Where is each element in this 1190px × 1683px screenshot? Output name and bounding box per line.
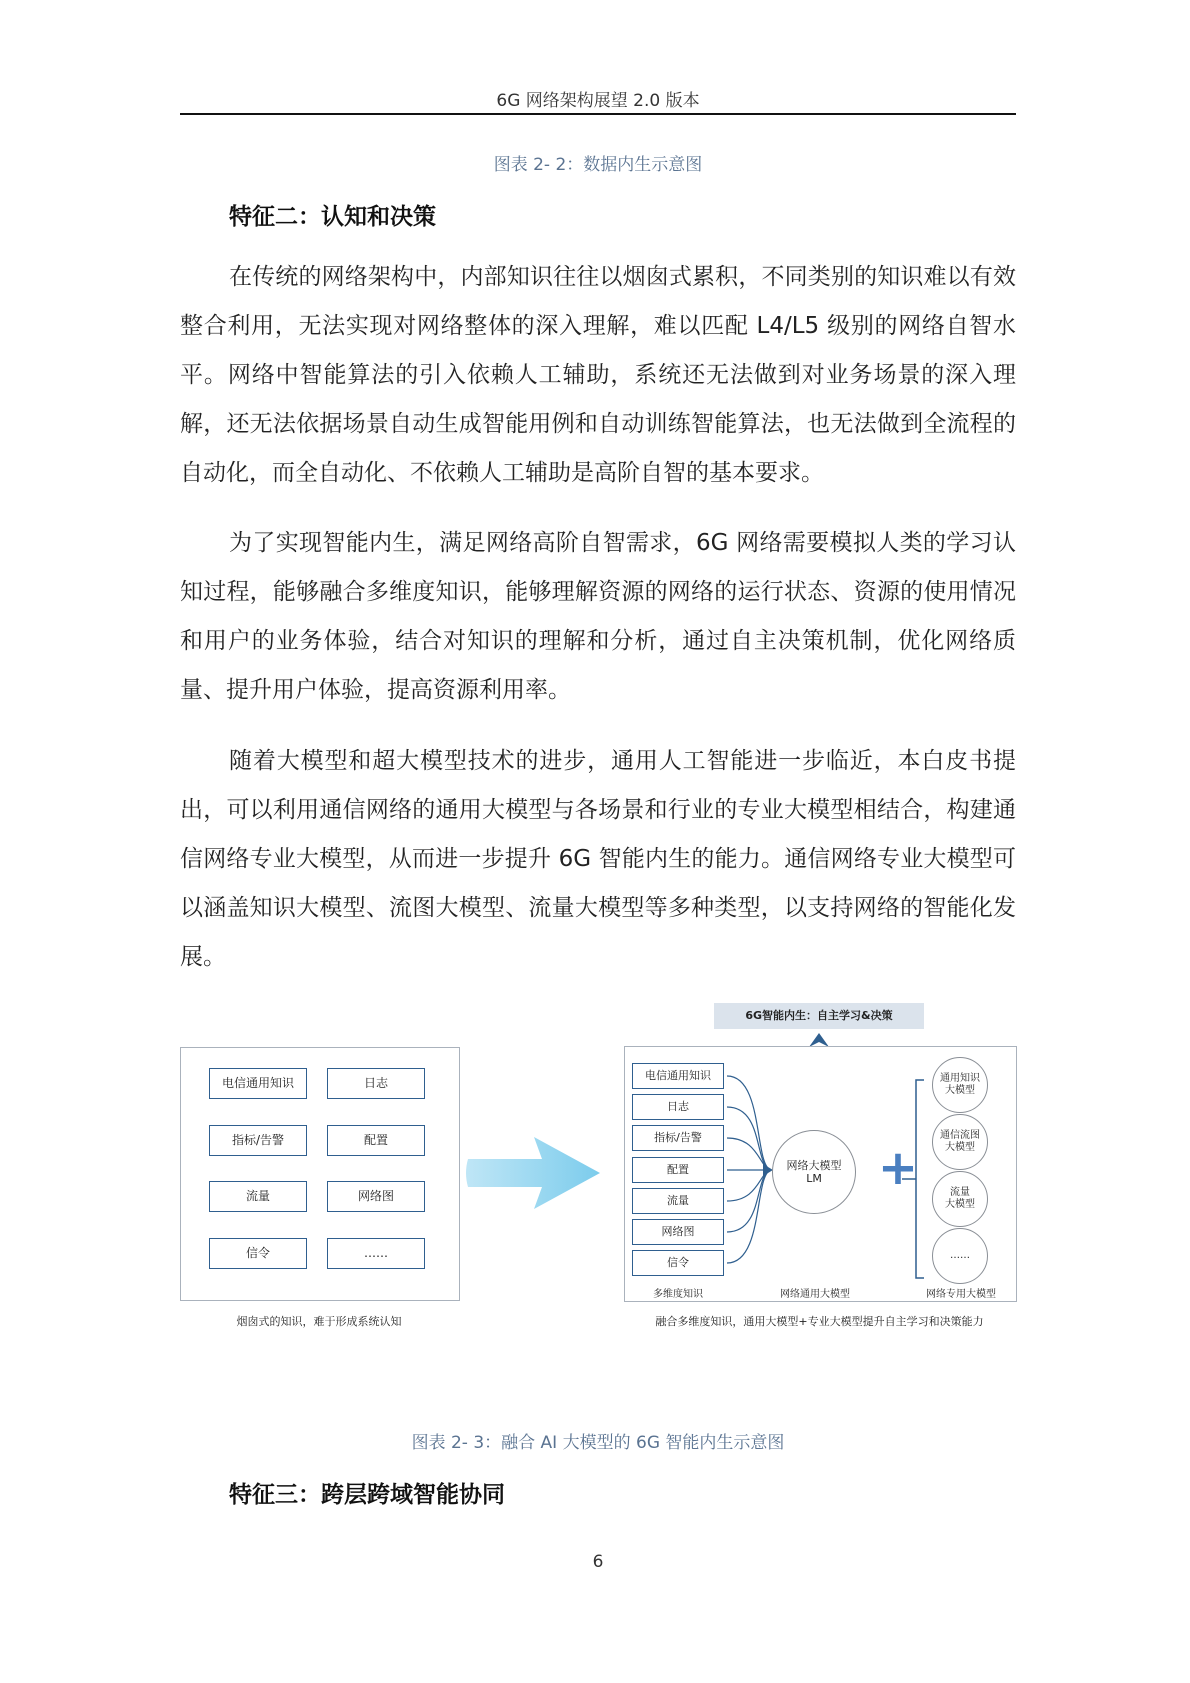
section-heading-feature-three: 特征三：跨层跨域智能协同 [229, 1482, 505, 1508]
center-model-name: 网络大模型 [786, 1159, 842, 1172]
left-box-metrics-alarms: 指标/告警 [209, 1125, 307, 1156]
circle-2-line-2: 大模型 [945, 1142, 975, 1153]
right-box-log: 日志 [632, 1094, 724, 1120]
flow-graph-model-circle [932, 1114, 988, 1170]
network-general-model-circle [772, 1130, 856, 1214]
paragraph-intelligence-native: 为了实现智能内生，满足网络高阶自智需求，6G 网络需要模拟人类的学习认知过程，能够融合多维度知识，能够理解资源的网络的运行状态、资源的使用情况和用户的业务体验，结合对知识的理解和分析，通过自主决策机制，优化网络质量、提升用户体验，提高资源利用率。 [180, 530, 1016, 703]
page-header: 6G 网络架构展望 2.0 版本 [496, 91, 700, 111]
transform-arrow-icon [464, 1135, 604, 1211]
circle-3-line-1: 流量 [950, 1187, 970, 1198]
left-panel-caption: 烟囱式的知识，难于形成系统认知 [236, 1315, 402, 1328]
right-box-signaling: 信令 [632, 1250, 724, 1276]
figure-caption-2-2: 图表 2- 2：数据内生示意图 [493, 155, 703, 175]
right-box-metrics-alarms: 指标/告警 [632, 1125, 724, 1151]
page-number: 6 [592, 1552, 604, 1572]
circle-1-line-2: 大模型 [945, 1085, 975, 1096]
figure-caption-2-3: 图表 2- 3：融合 AI 大模型的 6G 智能内生示意图 [411, 1433, 785, 1453]
left-box-telecom-knowledge: 电信通用知识 [209, 1068, 307, 1099]
label-specialized-model: 网络专用大模型 [926, 1289, 996, 1300]
left-box-more: …… [327, 1238, 425, 1269]
traffic-model-circle [932, 1171, 988, 1227]
left-box-signaling: 信令 [209, 1238, 307, 1269]
right-panel-caption: 融合多维度知识，通用大模型+专业大模型提升自主学习和决策能力 [655, 1315, 984, 1328]
label-general-model: 网络通用大模型 [780, 1289, 850, 1300]
intelligence-native-title: 6G智能内生：自主学习&决策 [714, 1003, 924, 1029]
left-box-config: 配置 [327, 1125, 425, 1156]
circle-2-line-1: 通信流图 [940, 1130, 980, 1141]
more-models-circle [932, 1228, 988, 1284]
paragraph-traditional-architecture: 在传统的网络架构中，内部知识往往以烟囱式累积，不同类别的知识难以有效整合利用，无法实现对网络整体的深入理解，难以匹配 L4/L5 级别的网络自智水平。网络中智能算法的引入依赖人工辅助，系统还无法做到对业务场景的深入理解，还无法依据场景自动生成智能用例和自动训练智能算法，也无法做到全流程的自动化，而全自动化、不依赖人工辅助是高阶自智的基本要求。 [180, 264, 1016, 486]
circle-1-line-1: 通用知识 [940, 1073, 980, 1084]
center-model-abbr: LM [806, 1172, 822, 1185]
left-box-network-graph: 网络图 [327, 1181, 425, 1212]
left-box-log: 日志 [327, 1068, 425, 1099]
figure-ai-large-model [180, 995, 1016, 1330]
header-divider [180, 113, 1016, 115]
section-heading-feature-two: 特征二：认知和决策 [229, 204, 436, 230]
right-box-traffic: 流量 [632, 1188, 724, 1214]
circle-3-line-2: 大模型 [945, 1199, 975, 1210]
paragraph-large-models: 随着大模型和超大模型技术的进步，通用人工智能进一步临近，本白皮书提出，可以利用通信网络的通用大模型与各场景和行业的专业大模型相结合，构建通信网络专业大模型，从而进一步提升 6G 智能内生的能力。通信网络专业大模型可以涵盖知识大模型、流图大模型、流量大模型等多种类型，以支持网络的智能化发展。 [180, 748, 1016, 970]
left-box-traffic: 流量 [209, 1181, 307, 1212]
knowledge-model-circle [932, 1057, 988, 1113]
plus-icon: + [877, 1140, 919, 1196]
circle-4-line-1: …… [950, 1250, 970, 1261]
label-multi-dimensional-knowledge: 多维度知识 [653, 1289, 703, 1300]
right-box-telecom-knowledge: 电信通用知识 [632, 1063, 724, 1089]
right-box-network-graph: 网络图 [632, 1219, 724, 1245]
right-box-config: 配置 [632, 1157, 724, 1183]
